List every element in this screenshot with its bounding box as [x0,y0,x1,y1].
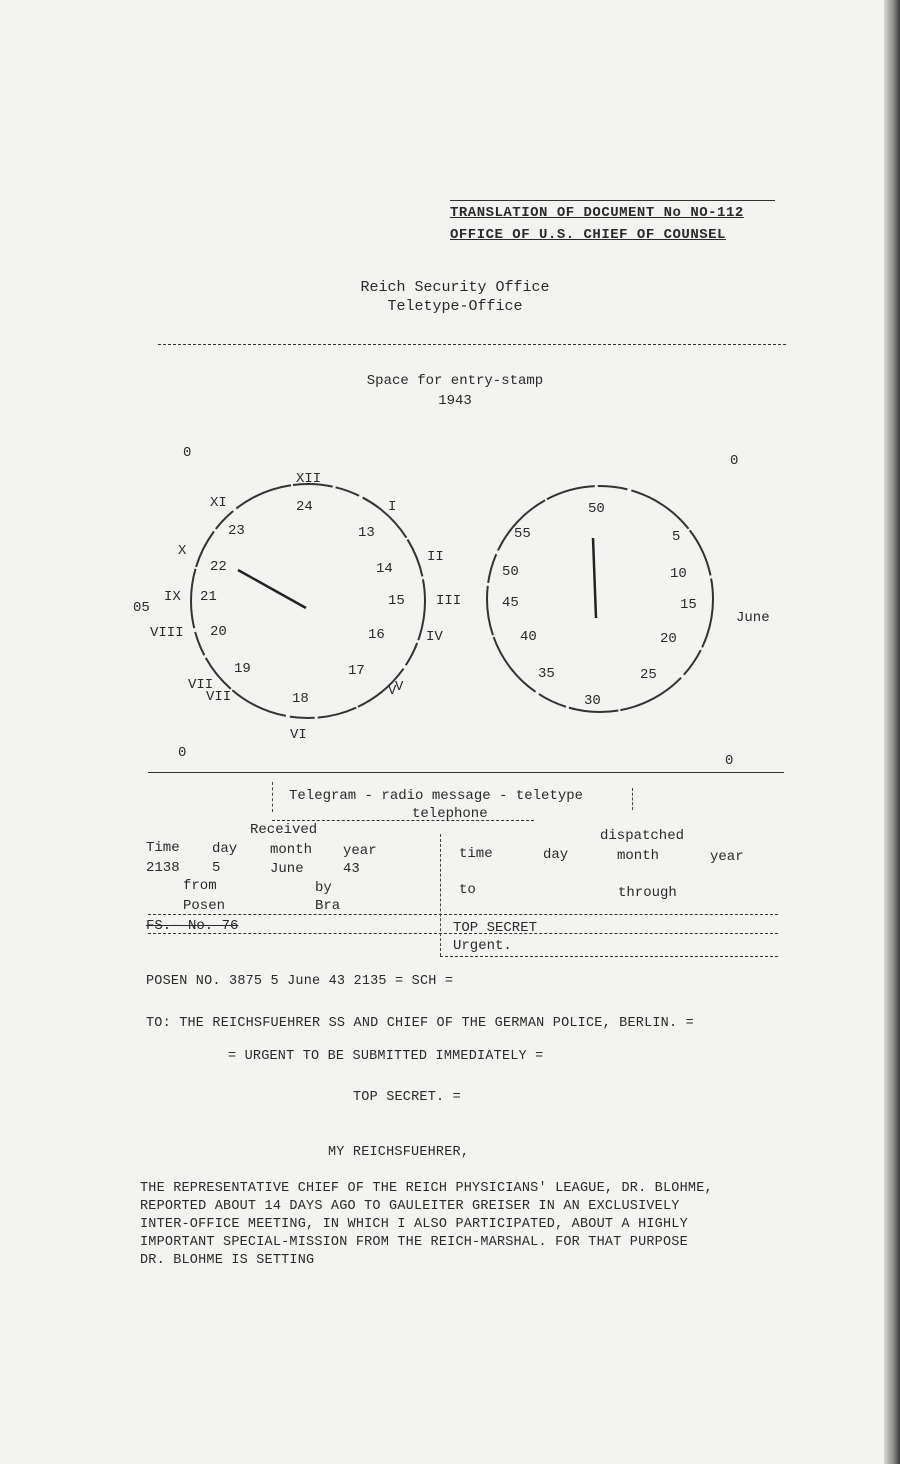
col-day-dispatched: day [543,847,569,863]
body-line: INTER-OFFICE MEETING, IN WHICH I ALSO PARTICIPATED, ABOUT A HIGHLY [140,1217,688,1232]
roman-numeral: II [427,549,444,565]
col-year-dispatched: year [710,849,744,865]
hour-number: 15 [388,593,405,609]
hour-number: 24 [296,499,313,515]
val-year: 43 [343,861,360,877]
hour-clock-dial [150,460,462,750]
hour-number: 18 [292,691,309,707]
roman-numeral: VI [290,727,307,743]
col-time-dispatched: time [459,846,493,862]
minute-number: 30 [584,693,601,709]
val-month: June [270,861,304,877]
val-time: 2138 [146,860,180,876]
banner-bar-left [272,782,273,812]
column-separator [440,834,441,956]
roman-numeral: V [395,679,404,695]
minute-hand [593,538,596,618]
corner-mark: 0 [178,745,187,761]
roman-numeral: X [178,543,187,559]
dispatched-label: dispatched [600,828,685,844]
col-day: day [212,841,238,857]
top-secret-notice: TOP SECRET. = [353,1090,461,1105]
corner-mark: 0 [725,753,734,769]
hour-number: 20 [210,624,227,640]
minute-number: 55 [514,526,531,542]
corner-mark: 0 [730,453,739,469]
message-recipient: TO: THE REICHSFUEHRER SS AND CHIEF OF THE GERMAN POLICE, BERLIN. = [146,1016,694,1031]
roman-numeral: IX [164,589,181,605]
body-line: REPORTED ABOUT 14 DAYS AGO TO GAULEITER GREISER IN AN EXCLUSIVELY [140,1199,680,1214]
hour-number: 17 [348,663,365,679]
by-value: Bra [315,898,341,914]
from-label: from [183,878,217,894]
office-header: OFFICE OF U.S. CHIEF OF COUNSEL [450,227,726,243]
roman-numeral: XI [210,495,227,511]
roman-numeral: VIII [150,625,184,641]
by-label: by [315,880,332,896]
telegram-banner: Telegram - radio message - teletype [289,788,584,804]
roman-numeral: VII [188,677,214,693]
body-line: IMPORTANT SPECIAL-MISSION FROM THE REICH-MARSHAL. FOR THAT PURPOSE [140,1235,688,1250]
entry-stamp-year: 1943 [438,393,472,409]
hour-number: 23 [228,523,245,539]
minute-number: 5 [672,529,681,545]
col-time: Time [146,840,180,856]
col-month-dispatched: month [617,848,660,864]
urgent-notice: = URGENT TO BE SUBMITTED IMMEDIATELY = [228,1049,544,1064]
telegram-rule-3 [440,956,778,957]
roman-numeral: I [388,499,397,515]
office-title: Reich Security Office [360,279,550,296]
col-month: month [270,842,313,858]
hour-number: 13 [358,525,375,541]
divider-clocks [148,772,784,773]
hour-number: 16 [368,627,385,643]
page-edge-shadow [884,0,900,1464]
roman-numeral: III [436,593,462,609]
telegram-banner-2: telephone [412,806,488,822]
minute-number: 35 [538,666,555,682]
salutation: MY REICHSFUEHRER, [328,1145,470,1160]
divider-top [158,344,786,345]
roman-numeral: V [388,683,397,699]
minute-number: 50 [502,564,519,580]
minute-number: 10 [670,566,687,582]
urgent-label: Urgent. [453,938,512,954]
hour-hand [238,570,306,608]
minute-number: 15 [680,597,697,613]
banner-underline [272,820,534,821]
hour-number: 21 [200,589,217,605]
telegram-rule-1 [148,914,778,915]
corner-mark: 0 [183,445,192,461]
val-day: 5 [212,860,221,876]
minute-number: 45 [502,595,519,611]
entry-stamp-label: Space for entry-stamp [366,373,544,389]
hour-number: 22 [210,559,227,575]
roman-numeral: XII [296,471,322,487]
minute-number: 25 [640,667,657,683]
minute-number: 40 [520,629,537,645]
col-year: year [343,843,377,859]
received-label: Received [250,822,318,838]
telegram-rule-2 [148,933,778,934]
roman-numeral: IV [426,629,443,645]
office-subtitle: Teletype-Office [387,298,523,315]
minute-clock-dial [480,480,730,720]
hour-number: 14 [376,561,393,577]
hour-number: 19 [234,661,251,677]
body-line: DR. BLOHME IS SETTING [140,1253,315,1268]
minute-number: 50 [588,501,605,517]
side-mark: 05 [133,600,150,616]
body-line: THE REPRESENTATIVE CHIEF OF THE REICH PHYSICIANS' LEAGUE, DR. BLOHME, [140,1181,713,1196]
minute-number: 20 [660,631,677,647]
through-label: through [618,885,677,901]
top-secret-label: TOP SECRET [453,920,538,936]
header-top-rule [450,200,775,201]
month-side-label: June [736,610,770,626]
from-value: Posen [183,898,226,914]
message-header: POSEN NO. 3875 5 June 43 2135 = SCH = [146,974,454,989]
banner-bar-right [632,788,633,810]
to-label: to [459,882,476,898]
fs-number: FS.- No. 76 [146,918,239,934]
document-number-header: TRANSLATION OF DOCUMENT No NO-112 [450,205,744,221]
roman-numeral: VII [206,689,232,705]
